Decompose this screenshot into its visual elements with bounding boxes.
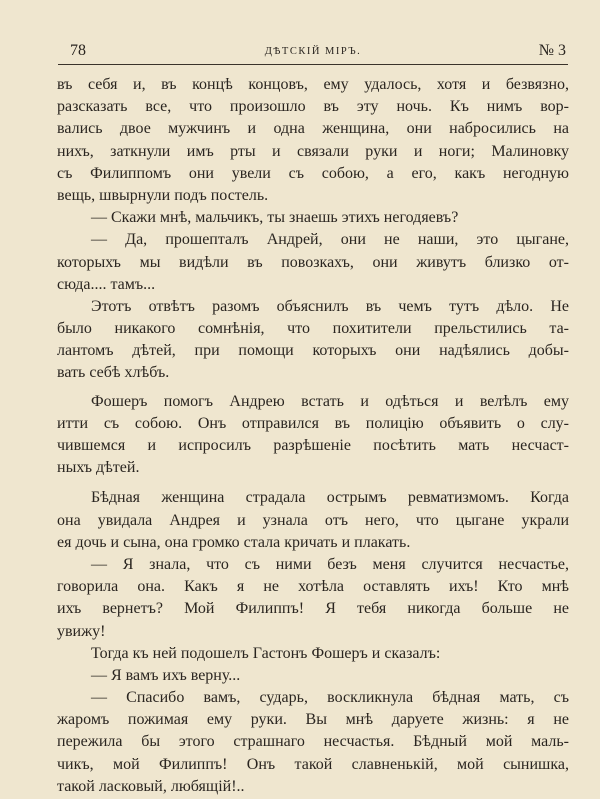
text-line: которыхъ мы видѣли въ повозкахъ, они живутъ близко от- [57, 253, 569, 271]
text-line: жаромъ пожимая ему руки. Вы мнѣ даруете жизнь: я не [57, 711, 569, 729]
text-line: такой ласковый, любящій!.. [57, 777, 245, 795]
text-line: вались двое мужчинъ и одна женщина, они набросились на [57, 120, 569, 138]
text-line: пережила бы этого страшнаго несчастья. Бѣдный мой маль- [57, 733, 569, 751]
text-line: Этотъ отвѣтъ разомъ объяснилъ въ чемъ тутъ дѣло. Не [91, 297, 569, 315]
text-line: съ Филиппомъ они увели съ собою, а его, какъ негодную [57, 164, 569, 182]
text-line: ея дочь и сына, она громко стала кричать и плакать. [57, 533, 411, 551]
text-line: Фошеръ помогъ Андрею встать и одѣться и велѣлъ ему [91, 392, 569, 410]
text-line: было никакого сомнѣнія, что похитители прельстились та- [57, 320, 569, 338]
text-line: разсказать все, что произошло въ эту ночь. Къ нимъ вор- [57, 98, 569, 116]
text-line: нихъ, заткнули имъ рты и связали руки и ноги; Малиновку [57, 142, 569, 160]
journal-title: ДѢТСКІЙ МІРЪ. [264, 46, 362, 57]
text-line: она увидала Андрея и узнала отъ него, что цыгане украли [57, 511, 569, 529]
text-line: — Я вамъ ихъ верну... [91, 666, 241, 684]
text-line: вать себѣ хлѣбъ. [57, 364, 170, 382]
text-line: — Да, прошепталъ Андрей, они не наши, это цыгане, [91, 231, 569, 249]
text-line: увижу! [57, 622, 106, 640]
text-line: Бѣдная женщина страдала острымъ ревматизмомъ. Когда [91, 489, 569, 507]
text-line: чившемся и испросилъ разрѣшеніе посѣтить мать несчаст- [57, 437, 569, 454]
text-line: лантомъ дѣтей, при помощи которыхъ они надѣялись добы- [57, 342, 569, 360]
text-line: — Спасибо вамъ, сударь, воскликнула бѣдная мать, съ [91, 689, 569, 707]
text-line: — Я знала, что съ ними безъ меня случится несчастье, [91, 555, 569, 573]
text-line: итти съ собою. Онъ отправился въ полицію объявить о слу- [57, 414, 569, 432]
text-line: Тогда къ ней подошелъ Гастонъ Фошеръ и сказалъ: [91, 644, 441, 662]
article-text [57, 74, 569, 798]
text-line: сюда.... тамъ... [57, 275, 156, 293]
text-line: чикъ, мой Филиппъ! Онъ такой славненькій, мой сынишка, [57, 755, 569, 773]
text-line: говорила она. Какъ я не хотѣла оставлять ихъ! Кто мнѣ [57, 578, 569, 596]
running-header [58, 42, 568, 65]
issue-number: № 3 [538, 42, 566, 59]
text-line: ихъ вернетъ? Мой Филиппъ! Я тебя никогда больше не [57, 600, 569, 618]
text-line: — Скажи мнѣ, мальчикъ, ты знаешь этихъ негодяевъ? [91, 209, 459, 227]
page-number: 78 [70, 42, 86, 59]
text-line: вещь, швырнули подъ постель. [57, 186, 269, 204]
text-line: въ себя и, въ концѣ концовъ, ему удалось, хотя и безвязно, [57, 76, 569, 93]
text-line: ныхъ дѣтей. [57, 459, 140, 477]
